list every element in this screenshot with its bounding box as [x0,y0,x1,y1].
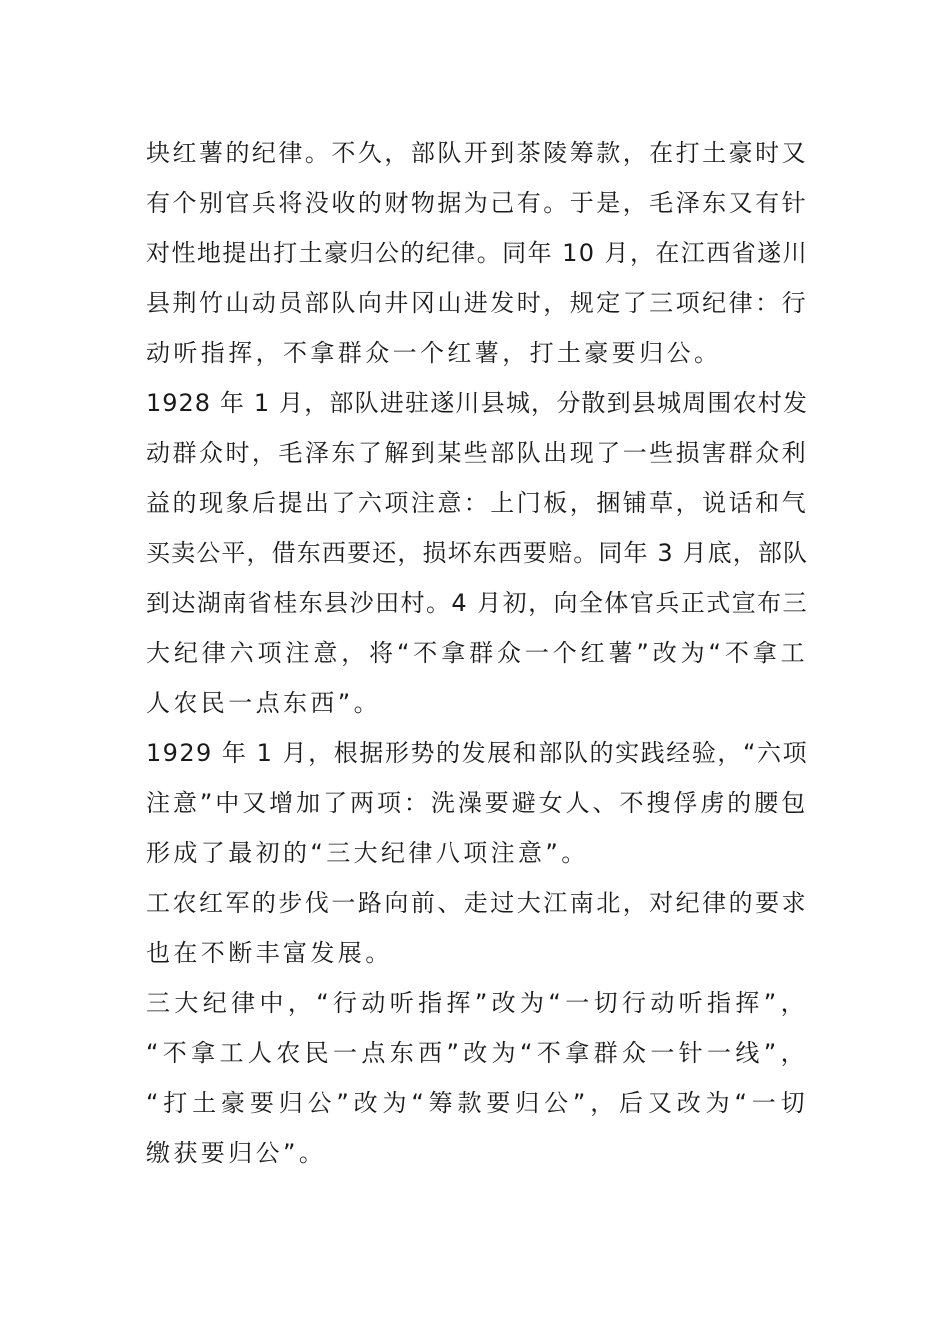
text-line: 缴获要归公”。 [146,1139,327,1167]
paragraph-4 [146,878,808,978]
text-line: 买卖公平，借东西要还，损坏东西要赔。同年 3 月底，部队 [146,539,808,567]
text-line: “不拿工人农民一点东西”改为“不拿群众一针一线”， [146,1039,808,1067]
text-line: 大纪律六项注意，将“不拿群众一个红薯”改为“不拿工 [146,639,808,667]
paragraph-5 [146,978,808,1178]
paragraph-1 [146,128,808,378]
text-line: 益的现象后提出了六项注意：上门板，捆铺草，说话和气 [146,489,808,517]
text-line: 动听指挥，不拿群众一个红薯，打土豪要归公。 [146,339,722,367]
paragraph-3 [146,728,808,878]
text-line: 工农红军的步伐一路向前、走过大江南北，对纪律的要求 [146,889,808,917]
text-line: 形成了最初的“三大纪律八项注意”。 [146,839,589,867]
text-line: 三大纪律中，“行动听指挥”改为“一切行动听指挥”， [146,989,808,1017]
text-line: 注意”中又增加了两项：洗澡要避女人、不搜俘虏的腰包 [146,789,808,817]
text-line: 到达湖南省桂东县沙田村。4 月初，向全体官兵正式宣布三 [146,589,808,617]
text-line: 对性地提出打土豪归公的纪律。同年 10 月，在江西省遂川 [146,239,808,267]
text-line: 1928 年 1 月，部队进驻遂川县城，分散到县城周围农村发 [146,389,808,417]
text-line: 1929 年 1 月，根据形势的发展和部队的实践经验，“六项 [146,739,808,767]
text-line: 县荆竹山动员部队向井冈山进发时，规定了三项纪律：行 [146,289,808,317]
paragraph-2 [146,378,808,728]
text-line: 也在不断丰富发展。 [146,939,393,967]
text-line: 块红薯的纪律。不久，部队开到茶陵筹款，在打土豪时又 [146,139,808,167]
text-line: “打土豪要归公”改为“筹款要归公”，后又改为“一切 [146,1089,808,1117]
text-line: 有个别官兵将没收的财物据为己有。于是，毛泽东又有针 [146,189,808,217]
text-line: 动群众时，毛泽东了解到某些部队出现了一些损害群众利 [146,439,808,467]
text-line: 人农民一点东西”。 [146,689,382,717]
document-body [146,128,808,1178]
